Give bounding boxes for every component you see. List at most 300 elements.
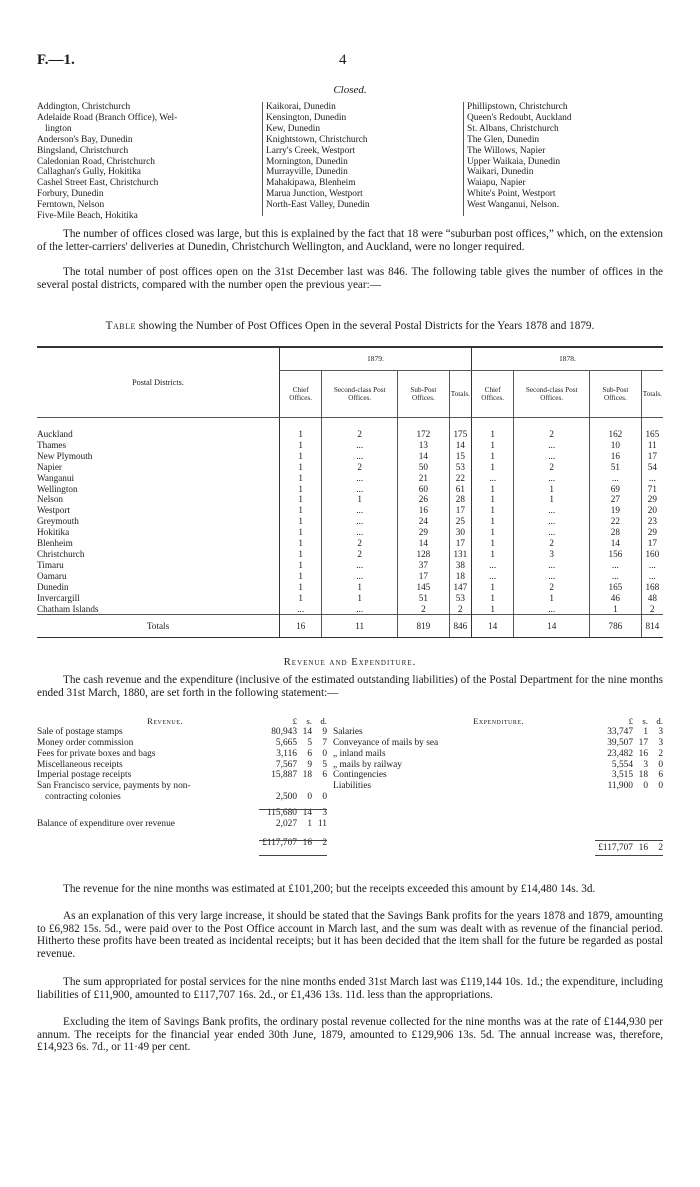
- exp-total-rule-bottom: [595, 855, 663, 856]
- table-cell: 1: [471, 516, 513, 527]
- account-item-amount: [259, 738, 327, 749]
- closed-office-item: Caledonian Road, Christchurch: [37, 156, 155, 167]
- table-cell: 16: [590, 451, 642, 462]
- table-cell: 1: [280, 462, 322, 473]
- totals-cell: 11: [322, 615, 398, 638]
- table-cell: ...: [514, 571, 590, 582]
- closed-office-item: Bingsland, Christchurch: [37, 145, 129, 156]
- table-cell: ...: [514, 451, 590, 462]
- account-item-label: Imperial postage receipts: [37, 770, 132, 781]
- table-cell: 1: [471, 582, 513, 593]
- paragraph-total-offices: The total number of post offices open on the 31st December last was 846. The following table gives the number of offices in the several postal districts, compared with the number open the previous year:—: [37, 266, 663, 291]
- account-item-amount: [595, 781, 663, 792]
- account-item-amount: [595, 727, 663, 738]
- amount-pence: 11: [317, 819, 327, 830]
- table-cell: 2: [322, 538, 398, 549]
- table-cell: ...: [322, 451, 398, 462]
- amount-pounds: 5,665: [275, 737, 297, 748]
- table-cell: 145: [398, 582, 450, 593]
- revenue-expenditure-title: Revenue and Expenditure.: [283, 657, 417, 668]
- table-cell: 1: [280, 494, 322, 505]
- amount-shillings: 17: [638, 737, 648, 748]
- table-cell: 162: [590, 429, 642, 440]
- closed-offices-column-1: [37, 102, 252, 222]
- district-name: Hokitika: [37, 527, 70, 538]
- closed-office-item: Mahakipawa, Blenheim: [266, 178, 356, 189]
- amount-pounds: 2,027: [275, 819, 297, 830]
- balance-row: [37, 819, 327, 830]
- amount-pounds: 23,482: [607, 748, 633, 759]
- totals-cell: 846: [449, 615, 471, 638]
- closed-office-item: Knightstown, Christchurch: [266, 134, 368, 145]
- table-cell: 21: [398, 473, 450, 484]
- closed-offices-list: [37, 102, 663, 222]
- column-header: Totals.: [449, 371, 471, 418]
- closed-office-item: The Willows, Napier: [467, 145, 546, 156]
- amount-pounds: £117,707: [598, 843, 633, 854]
- district-name: Blenheim: [37, 538, 73, 549]
- amount-pounds: 115,680: [266, 808, 297, 819]
- account-item-amount: [259, 792, 327, 803]
- closed-offices-title: Closed.: [333, 84, 367, 96]
- table-cell: 175: [449, 429, 471, 440]
- district-name: Timaru: [37, 559, 64, 570]
- table-cell: 28: [449, 494, 471, 505]
- district-name: Napier: [37, 461, 62, 472]
- paragraph-cash-revenue: The cash revenue and the expenditure (inclusive of the estimated outstanding liabilities) of the Postal Department for the nine months ended 31st March, 1880, are set forth in the following statement:—: [37, 674, 663, 699]
- table-cell: 1: [322, 494, 398, 505]
- table-cell: 30: [449, 527, 471, 538]
- table-cell: 69: [590, 484, 642, 495]
- table-cell: 1: [471, 538, 513, 549]
- table-row: [37, 604, 663, 615]
- revenue-account: [37, 716, 327, 849]
- amount-shillings: 9: [307, 759, 312, 770]
- expenditure-item: [333, 760, 663, 771]
- expenditure-account: [333, 716, 663, 854]
- expenditure-item: [333, 781, 663, 792]
- district-name: Thames: [37, 439, 67, 450]
- paragraph-suburban-offices: The number of offices closed was large, but this is explained by the fact that 18 were “suburban post offices,” which, on the extension of the letter-carriers' deliveries at Dunedin, Christchurch Wellington, and Auckland, were no longer required.: [37, 228, 663, 253]
- amount-shillings: 18: [638, 770, 648, 781]
- district-name: New Plymouth: [37, 450, 93, 461]
- table-cell: 1: [280, 527, 322, 538]
- table-cell: 29: [398, 527, 450, 538]
- amount-pounds: 3,116: [276, 748, 297, 759]
- table-row: [37, 582, 663, 593]
- table-cell: 51: [590, 462, 642, 473]
- table-cell: 14: [398, 538, 450, 549]
- district-name: Wanganui: [37, 472, 75, 483]
- table-cell: 3: [514, 549, 590, 560]
- closed-office-item: Larry's Creek, Westport: [266, 145, 356, 156]
- amount-pence: 6: [322, 770, 327, 781]
- table-caption-word: Table: [105, 320, 136, 332]
- revenue-item: [37, 738, 327, 749]
- table-cell: 1: [280, 505, 322, 516]
- expenditure-item: [333, 727, 663, 738]
- table-cell: 2: [514, 462, 590, 473]
- account-item-label: Liabilities: [333, 781, 372, 792]
- table-cell: ...: [514, 516, 590, 527]
- column-header: Sub-Post Offices.: [590, 371, 642, 418]
- table-cell: 2: [398, 604, 450, 615]
- table-cell: 1: [280, 440, 322, 451]
- table-row: [37, 527, 663, 538]
- account-item-label: Balance of expenditure over revenue: [37, 819, 175, 830]
- table-cell: ...: [641, 560, 663, 571]
- table-cell: ...: [514, 604, 590, 615]
- table-cell: ...: [322, 473, 398, 484]
- table-cell: ...: [322, 571, 398, 582]
- district-name: Westport: [37, 505, 70, 516]
- table-cell: 1: [322, 593, 398, 604]
- column-header: Totals.: [641, 371, 663, 418]
- table-cell: 1: [471, 527, 513, 538]
- table-cell: 1: [280, 582, 322, 593]
- table-cell: 10: [590, 440, 642, 451]
- revenue-item: [37, 792, 327, 803]
- table-cell: 1: [280, 484, 322, 495]
- totals-label: Totals: [37, 615, 280, 638]
- table-cell: 23: [641, 516, 663, 527]
- table-cell: 1: [280, 451, 322, 462]
- closed-office-item: Cashel Street East, Christchurch: [37, 178, 159, 189]
- table-cell: ...: [514, 527, 590, 538]
- table-cell: ...: [590, 571, 642, 582]
- amount-pence: 2: [658, 843, 663, 854]
- account-item-label: Sale of postage stamps: [37, 726, 123, 737]
- table-cell: 61: [449, 484, 471, 495]
- table-cell: ...: [322, 440, 398, 451]
- amount-shillings: 14: [302, 808, 312, 819]
- district-name: Christchurch: [37, 548, 85, 559]
- table-cell: 24: [398, 516, 450, 527]
- table-cell: 17: [641, 451, 663, 462]
- closed-office-item: Callaghan's Gully, Hokitika: [37, 167, 141, 178]
- closed-office-item: Murrayville, Dunedin: [266, 167, 348, 178]
- table-cell: 1: [471, 549, 513, 560]
- amount-shillings: 0: [307, 792, 312, 803]
- table-cell: 2: [641, 604, 663, 615]
- header-year-1878: 1878.: [471, 347, 663, 371]
- amount-pounds: 5,554: [611, 759, 633, 770]
- table-cell: ...: [590, 560, 642, 571]
- table-row: [37, 505, 663, 516]
- table-cell: 2: [514, 538, 590, 549]
- account-item-label: Money order commission: [37, 737, 134, 748]
- revenue-item: [37, 770, 327, 781]
- table-cell: 1: [514, 593, 590, 604]
- table-cell: 1: [471, 505, 513, 516]
- table-cell: 1: [280, 429, 322, 440]
- account-item-amount: [259, 819, 327, 830]
- table-cell: 71: [641, 484, 663, 495]
- amount-pence: 7: [322, 737, 327, 748]
- expenditure-header-title: Expenditure.: [473, 716, 525, 726]
- closed-office-item: The Glen, Dunedin: [467, 134, 540, 145]
- account-item-label: Miscellaneous receipts: [37, 759, 123, 770]
- revenue-item: [37, 749, 327, 760]
- table-cell: 16: [398, 505, 450, 516]
- table-cell: 1: [471, 429, 513, 440]
- table-cell: ...: [322, 505, 398, 516]
- column-header: Sub-Post Offices.: [398, 371, 450, 418]
- table-cell: 20: [641, 505, 663, 516]
- table-row: [37, 440, 663, 451]
- total-rule-top: [259, 840, 327, 841]
- table-cell: 14: [449, 440, 471, 451]
- account-item-label: Salaries: [333, 726, 363, 737]
- table-cell: 2: [322, 429, 398, 440]
- closed-office-item: Addington, Christchurch: [37, 102, 131, 112]
- table-cell: 15: [449, 451, 471, 462]
- table-cell: 50: [398, 462, 450, 473]
- table-cell: 1: [322, 582, 398, 593]
- totals-cell: 786: [590, 615, 642, 638]
- table-cell: ...: [322, 484, 398, 495]
- currency-pence: d.: [320, 716, 327, 726]
- closed-office-item: lington: [45, 123, 72, 134]
- table-cell: ...: [322, 516, 398, 527]
- amount-pence: 2: [658, 748, 663, 759]
- table-cell: 17: [449, 538, 471, 549]
- account-item-amount: [595, 749, 663, 760]
- table-cell: 2: [449, 604, 471, 615]
- totals-cell: 16: [280, 615, 322, 638]
- table-cell: 172: [398, 429, 450, 440]
- amount-shillings: 16: [638, 748, 648, 759]
- table-row: [37, 429, 663, 440]
- table-cell: 28: [590, 527, 642, 538]
- table-cell: 2: [514, 582, 590, 593]
- table-row: [37, 549, 663, 560]
- revenue-item: [37, 760, 327, 771]
- table-cell: 38: [449, 560, 471, 571]
- amount-pence: 0: [658, 759, 663, 770]
- table-cell: 14: [398, 451, 450, 462]
- table-cell: 1: [514, 494, 590, 505]
- closed-office-item: Five-Mile Beach, Hokitika: [37, 211, 138, 222]
- closed-office-item: Phillipstown, Christchurch: [467, 102, 568, 112]
- column-header: Chief Offices.: [471, 371, 513, 418]
- table-cell: 18: [449, 571, 471, 582]
- parliamentary-paper-ref: F.—1.: [37, 52, 75, 68]
- account-item-label: Fees for private boxes and bags: [37, 748, 156, 759]
- closed-office-item: West Wanganui, Nelson.: [467, 200, 560, 211]
- district-name: Nelson: [37, 494, 64, 505]
- paragraph-revenue-estimate: The revenue for the nine months was estimated at £101,200; but the receipts exceeded this amount by £14,480 14s. 3d.: [63, 883, 596, 895]
- table-caption: [37, 320, 663, 333]
- column-header: Second-class Post Offices.: [322, 371, 398, 418]
- currency-pounds: £: [292, 716, 297, 726]
- table-cell: 46: [590, 593, 642, 604]
- amount-pence: 0: [322, 748, 327, 759]
- table-cell: 17: [449, 505, 471, 516]
- table-cell: 165: [590, 582, 642, 593]
- expenditure-item: [333, 770, 663, 781]
- table-cell: 1: [280, 549, 322, 560]
- table-cell: 1: [280, 571, 322, 582]
- closed-office-item: White's Point, Westport: [467, 189, 556, 200]
- account-item-label: Conveyance of mails by sea: [333, 737, 439, 748]
- table-caption-text: showing the Number of Post Offices Open in the several Postal Districts for the Years 1878 and 1879.: [138, 320, 595, 332]
- amount-shillings: 18: [302, 770, 312, 781]
- account-item-label: Contingencies: [333, 770, 387, 781]
- table-cell: 1: [471, 604, 513, 615]
- table-row: [37, 516, 663, 527]
- closed-office-item: Forbury, Dunedin: [37, 189, 104, 200]
- table-row: [37, 560, 663, 571]
- closed-office-item: Waikari, Dunedin: [467, 167, 534, 178]
- header-year-1879: 1879.: [280, 347, 472, 371]
- currency-header: [595, 716, 663, 727]
- table-cell: 27: [590, 494, 642, 505]
- closed-office-item: Ferntown, Nelson: [37, 200, 105, 211]
- table-cell: 165: [641, 429, 663, 440]
- amount-pounds: 80,943: [271, 726, 297, 737]
- closed-office-item: Anderson's Bay, Dunedin: [37, 134, 133, 145]
- district-name: Dunedin: [37, 581, 69, 592]
- table-cell: 1: [280, 560, 322, 571]
- table-cell: 29: [641, 494, 663, 505]
- closed-office-item: Kew, Dunedin: [266, 123, 321, 134]
- closed-office-item: Adelaide Road (Branch Office), Wel-: [37, 112, 178, 123]
- account-item-label: „ inland mails: [333, 748, 386, 759]
- amount-pence: 3: [658, 737, 663, 748]
- table-cell: 1: [471, 462, 513, 473]
- table-cell: ...: [322, 527, 398, 538]
- totals-row: [37, 615, 663, 638]
- account-item-amount: [259, 760, 327, 771]
- table-row: [37, 571, 663, 582]
- amount-shillings: 0: [643, 781, 648, 792]
- table-cell: 1: [280, 516, 322, 527]
- table-cell: ...: [322, 604, 398, 615]
- expenditure-total: [333, 843, 663, 854]
- closed-office-item: Kensington, Dunedin: [266, 112, 347, 123]
- table-cell: 1: [514, 484, 590, 495]
- table-cell: 1: [471, 593, 513, 604]
- amount-pence: 0: [322, 792, 327, 803]
- table-row: [37, 484, 663, 495]
- amount-shillings: 6: [307, 748, 312, 759]
- currency-header: [259, 716, 327, 727]
- amount-shillings: 16: [638, 843, 648, 854]
- amount-pence: 2: [322, 837, 327, 848]
- district-name: Greymouth: [37, 516, 79, 527]
- table-cell: 147: [449, 582, 471, 593]
- table-cell: 22: [449, 473, 471, 484]
- account-item-amount: [259, 749, 327, 760]
- revenue-header: [37, 716, 327, 727]
- table-cell: 53: [449, 593, 471, 604]
- table-cell: ...: [471, 560, 513, 571]
- table-cell: 37: [398, 560, 450, 571]
- total-rule-bottom: [259, 855, 327, 856]
- amount-pence: 9: [322, 726, 327, 737]
- table-cell: ...: [590, 473, 642, 484]
- table-cell: 29: [641, 527, 663, 538]
- totals-cell: 814: [641, 615, 663, 638]
- table-row: [37, 538, 663, 549]
- closed-offices-column-2: [262, 102, 456, 216]
- table-cell: 53: [449, 462, 471, 473]
- paragraph-appropriation: The sum appropriated for postal services for the nine months ended 31st March last was £119,144 10s. 1d.; the expenditure, including liabilities of £11,900, amounted to £117,707 16s. 2d., or £1,436 13s. 11d. less than the appropriations.: [37, 976, 663, 1001]
- amount-pounds: 39,507: [607, 737, 633, 748]
- district-name: Auckland: [37, 429, 73, 439]
- table-row: [37, 494, 663, 505]
- amount-pounds: 15,887: [271, 770, 297, 781]
- table-cell: 156: [590, 549, 642, 560]
- table-cell: ...: [514, 560, 590, 571]
- table-cell: ...: [280, 604, 322, 615]
- table-cell: ...: [322, 560, 398, 571]
- amount-pounds: 7,567: [275, 759, 297, 770]
- table-cell: 17: [398, 571, 450, 582]
- table-cell: 2: [514, 429, 590, 440]
- amount-pounds: £117,707: [262, 837, 297, 848]
- table-cell: 22: [590, 516, 642, 527]
- account-item-amount: [595, 738, 663, 749]
- table-cell: 2: [322, 549, 398, 560]
- table-row: [37, 451, 663, 462]
- table-cell: ...: [514, 440, 590, 451]
- closed-offices-column-3: [463, 102, 667, 216]
- amount-pence: 3: [658, 726, 663, 737]
- table-cell: 128: [398, 549, 450, 560]
- amount-shillings: 1: [643, 726, 648, 737]
- table-cell: 14: [590, 538, 642, 549]
- account-item-label: contracting colonies: [45, 792, 121, 803]
- currency-pounds: £: [628, 716, 633, 726]
- subtotal-rule: [259, 809, 327, 810]
- amount-pence: 6: [658, 770, 663, 781]
- header-postal-districts: Postal Districts.: [37, 347, 280, 418]
- account-item-amount: [595, 843, 663, 854]
- revenue-header-title: Revenue.: [147, 716, 184, 726]
- expenditure-item: [333, 749, 663, 760]
- table-cell: ...: [641, 571, 663, 582]
- column-header: Chief Offices.: [280, 371, 322, 418]
- exp-total-rule-top: [595, 840, 663, 841]
- amount-pounds: 2,500: [275, 792, 297, 803]
- totals-cell: 14: [514, 615, 590, 638]
- paragraph-savings-bank: As an explanation of this very large increase, it should be stated that the Savings Bank profits for the years 1878 and 1879, amounting to £6,982 15s. 5d., were paid over to the Post Office account in March last, and the sum was dealt with as revenue of the financial period. Hitherto these profits have been treated as incidental receipts; but it has been decided that the item shall for the future be regarded as postal revenue.: [37, 910, 663, 960]
- table-cell: 1: [280, 538, 322, 549]
- closed-office-item: Waiapu, Napier: [467, 178, 526, 189]
- closed-office-item: North-East Valley, Dunedin: [266, 200, 370, 211]
- table-cell: 168: [641, 582, 663, 593]
- district-name: Chatham Islands: [37, 603, 99, 614]
- post-offices-table: [37, 346, 663, 638]
- expenditure-header: [333, 716, 663, 727]
- closed-office-item: Upper Waikaia, Dunedin: [467, 156, 561, 167]
- closed-office-item: Queen's Redoubt, Auckland: [467, 112, 572, 123]
- amount-pounds: 33,747: [607, 726, 633, 737]
- table-cell: 160: [641, 549, 663, 560]
- table-cell: 48: [641, 593, 663, 604]
- amount-pence: 0: [658, 781, 663, 792]
- currency-pence: d.: [656, 716, 663, 726]
- account-item-label: San Francisco service, payments by non-: [37, 781, 191, 792]
- table-cell: ...: [471, 571, 513, 582]
- closed-office-item: Mornington, Dunedin: [266, 156, 348, 167]
- table-cell: 2: [322, 462, 398, 473]
- table-cell: 131: [449, 549, 471, 560]
- table-cell: 1: [590, 604, 642, 615]
- totals-cell: 14: [471, 615, 513, 638]
